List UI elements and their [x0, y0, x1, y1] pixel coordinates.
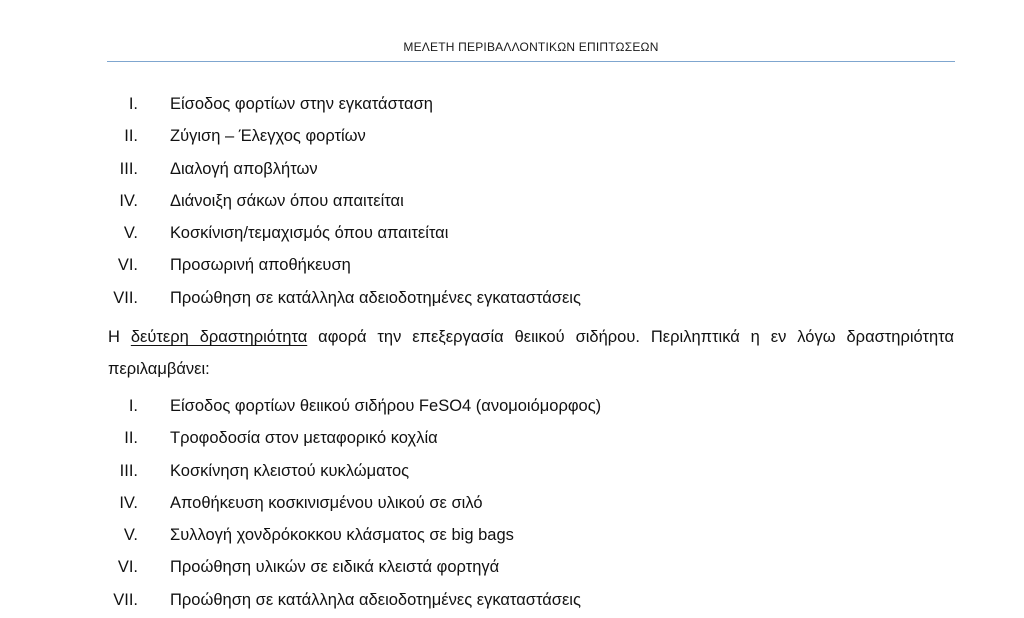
list-item-text: Κοσκίνιση/τεμαχισμός όπου απαιτείται — [170, 224, 449, 243]
list-numeral: II. — [124, 429, 138, 448]
list-item-text: Προώθηση υλικών σε ειδικά κλειστά φορτηγά — [170, 558, 500, 577]
paragraph-body: αφορά την επεξεργασία θειικού σιδήρου. Περιληπτικά η εν λόγω δραστηριότητα περιλαμβάνει: — [108, 328, 954, 378]
list-numeral: II. — [124, 127, 138, 146]
list-item-text: Αποθήκευση κοσκινισμένου υλικού σε σιλό — [170, 493, 483, 512]
page-header-title: ΜΕΛΕΤΗ ΠΕΡΙΒΑΛΛΟΝΤΙΚΩΝ ΕΠΙΠΤΩΣΕΩΝ — [403, 40, 659, 54]
underlined-term: δεύτερη δραστηριότητα — [130, 328, 308, 346]
list-numeral: V. — [123, 224, 138, 243]
list-numeral: VI. — [117, 256, 138, 275]
list-numeral: VII. — [113, 590, 138, 609]
list-numeral: I. — [128, 397, 138, 415]
list-item-text: Είσοδος φορτίων στην εγκατάσταση — [170, 95, 433, 113]
header-divider — [107, 61, 955, 62]
list-numeral: I. — [128, 95, 138, 113]
list-numeral: VII. — [113, 288, 138, 307]
list-numeral: V. — [123, 526, 138, 545]
list-item-text: Προώθηση σε κατάλληλα αδειοδοτημένες εγκαταστάσεις — [170, 288, 581, 307]
list-item-text: Κοσκίνηση κλειστού κυκλώματος — [170, 461, 410, 480]
list-item-text: Διάνοιξη σάκων όπου απαιτείται — [170, 191, 404, 210]
list-item-text: Συλλογή χονδρόκοκκου κλάσματος σε big bags — [170, 526, 514, 545]
list-item-text: Προσωρινή αποθήκευση — [170, 256, 351, 275]
list-item-text: Προώθηση σε κατάλληλα αδειοδοτημένες εγκαταστάσεις — [170, 590, 581, 609]
second-activity-paragraph — [108, 321, 954, 385]
list-item-text: Διαλογή αποβλήτων — [170, 159, 318, 178]
list-numeral: III. — [119, 159, 138, 178]
list-numeral: IV. — [119, 191, 138, 210]
paragraph-prefix: Η — [108, 328, 131, 346]
list-item-text: Ζύγιση – Έλεγχος φορτίων — [170, 127, 366, 146]
list-item-text: Είσοδος φορτίων θειικού σιδήρου FeSO4 (ανομοιόμορφος) — [170, 397, 602, 415]
list-item-text: Τροφοδοσία στον μεταφορικό κοχλία — [170, 429, 438, 448]
list-numeral: IV. — [119, 493, 138, 512]
list-numeral: VI. — [117, 558, 138, 577]
list-numeral: III. — [119, 461, 138, 480]
